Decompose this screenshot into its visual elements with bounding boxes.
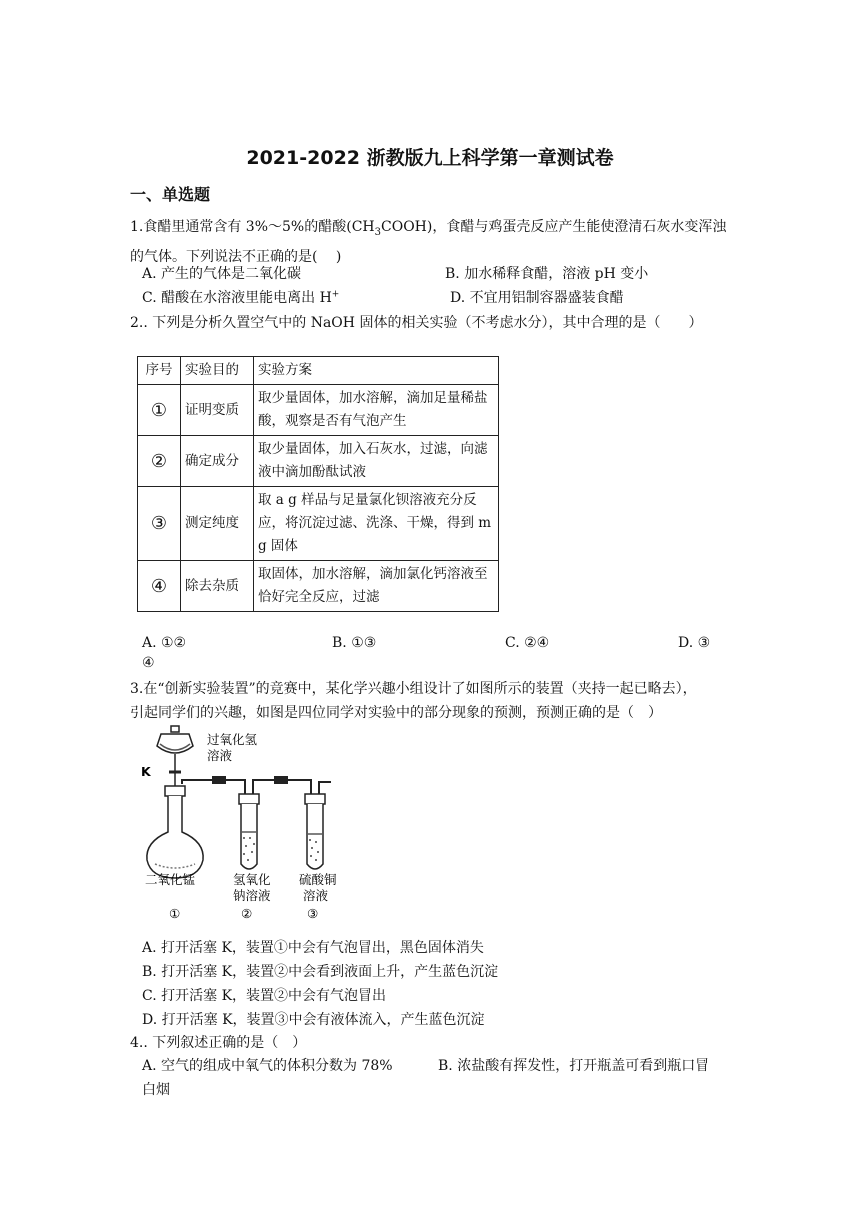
q3-stem-line1: 3.在“创新实验装置”的竞赛中，某化学兴趣小组设计了如图所示的装置（夹持一起已略去），: [130, 681, 697, 697]
row-aim: 确定成分: [181, 436, 254, 487]
funnel-label: 过氧化氢: [207, 732, 258, 747]
q2-stem: 2.. 下列是分析久置空气中的 NaOH 固体的相关实验（不考虑水分），其中合理的是（ ）: [130, 315, 703, 331]
table-row: [138, 561, 499, 612]
row-no: ④: [138, 561, 181, 612]
q2-option-a: A. ①②: [142, 635, 187, 651]
q3-option-b: B. 打开活塞 K，装置②中会看到液面上升，产生蓝色沉淀: [142, 964, 499, 980]
q1-option-c-sup: +: [331, 289, 340, 300]
test-tube-3: [305, 794, 325, 869]
q1-stem-b: COOH)，食醋与鸡蛋壳反应产生能使澄清石灰水变浑浊: [381, 219, 727, 235]
flask-number: ①: [169, 906, 181, 921]
page-title: 2021-2022 浙教版九上科学第一章测试卷: [246, 147, 614, 169]
tube3-label-2: 溶液: [303, 888, 329, 903]
q2-option-d-cont: ④: [142, 655, 155, 671]
q2-option-c: C. ②④: [505, 635, 550, 651]
q1-option-c-text: C. 醋酸在水溶液里能电离出 H: [142, 290, 332, 306]
tube3-number: ③: [307, 906, 319, 921]
table-header-row: [138, 357, 499, 385]
row-plan: 取固体，加水溶解，滴加氯化钙溶液至恰好完全反应，过滤: [254, 561, 499, 612]
row-no: ①: [138, 385, 181, 436]
tube3-label: 硫酸铜: [299, 872, 337, 887]
flask-label: 二氧化锰: [145, 872, 196, 887]
row-plan: 取少量固体，加水溶解，滴加足量稀盐酸，观察是否有气泡产生: [254, 385, 499, 436]
question-3: [130, 677, 735, 725]
table-row: [138, 487, 499, 561]
q3-option-a: A. 打开活塞 K，装置①中会有气泡冒出，黑色固体消失: [142, 940, 484, 956]
q2-option-d: D. ③: [678, 635, 711, 651]
q2-option-b: B. ①③: [332, 635, 377, 651]
q1-stem-a: 1.食醋里通常含有 3%～5%的醋酸(CH: [130, 219, 375, 235]
q3-option-d: D. 打开活塞 K，装置③中会有液体流入，产生蓝色沉淀: [142, 1012, 485, 1028]
row-no: ③: [138, 487, 181, 561]
separatory-funnel: [157, 726, 193, 794]
row-aim: 测定纯度: [181, 487, 254, 561]
q1-option-d: D. 不宜用铝制容器盛装食醋: [450, 290, 624, 306]
row-aim: 证明变质: [181, 385, 254, 436]
row-plan: 取 a g 样品与足量氯化钡溶液充分反应，将沉淀过滤、洗涤、干燥，得到 m g 固体: [254, 487, 499, 561]
header-aim: 实验目的: [181, 357, 254, 385]
header-plan: 实验方案: [254, 357, 499, 385]
q1-option-b: B. 加水稀释食醋，溶液 pH 变小: [445, 266, 649, 282]
funnel-label-2: 溶液: [207, 748, 233, 763]
header-no: 序号: [138, 357, 181, 385]
tube2-number: ②: [241, 906, 253, 921]
q1-option-a: A. 产生的气体是二氧化碳: [142, 266, 302, 282]
row-no: ②: [138, 436, 181, 487]
q4-option-b: B. 浓盐酸有挥发性，打开瓶盖可看到瓶口冒: [438, 1058, 710, 1074]
table-row: [138, 385, 499, 436]
q3-option-c: C. 打开活塞 K，装置②中会有气泡冒出: [142, 988, 387, 1004]
table-row: [138, 436, 499, 487]
tube2-label-2: 钠溶液: [233, 888, 271, 903]
q4-option-a: A. 空气的组成中氧气的体积分数为 78%: [142, 1058, 393, 1074]
q4-stem: 4.. 下列叙述正确的是（ ）: [130, 1035, 307, 1051]
q3-stem-line2: 引起同学们的兴趣，如图是四位同学对实验中的部分现象的预测，预测正确的是（ ）: [130, 705, 662, 721]
test-tube-2: [239, 794, 259, 869]
question-1: [130, 215, 735, 269]
valve-label: K: [141, 764, 151, 779]
q1-option-c: [142, 287, 339, 307]
q1-stem-sub: 3: [374, 226, 381, 238]
delivery-tubes: [182, 777, 331, 796]
section-heading: 一、单选题: [130, 185, 211, 204]
flask: [147, 786, 203, 878]
apparatus-figure: [135, 724, 345, 924]
row-aim: 除去杂质: [181, 561, 254, 612]
q1-stem-line2: 的气体。下列说法不正确的是( ): [130, 248, 342, 265]
q4-option-b-cont: 白烟: [142, 1082, 170, 1098]
experiment-table: [137, 356, 499, 612]
tube2-label: 氢氧化: [233, 872, 271, 887]
row-plan: 取少量固体，加入石灰水，过滤，向滤液中滴加酚酞试液: [254, 436, 499, 487]
